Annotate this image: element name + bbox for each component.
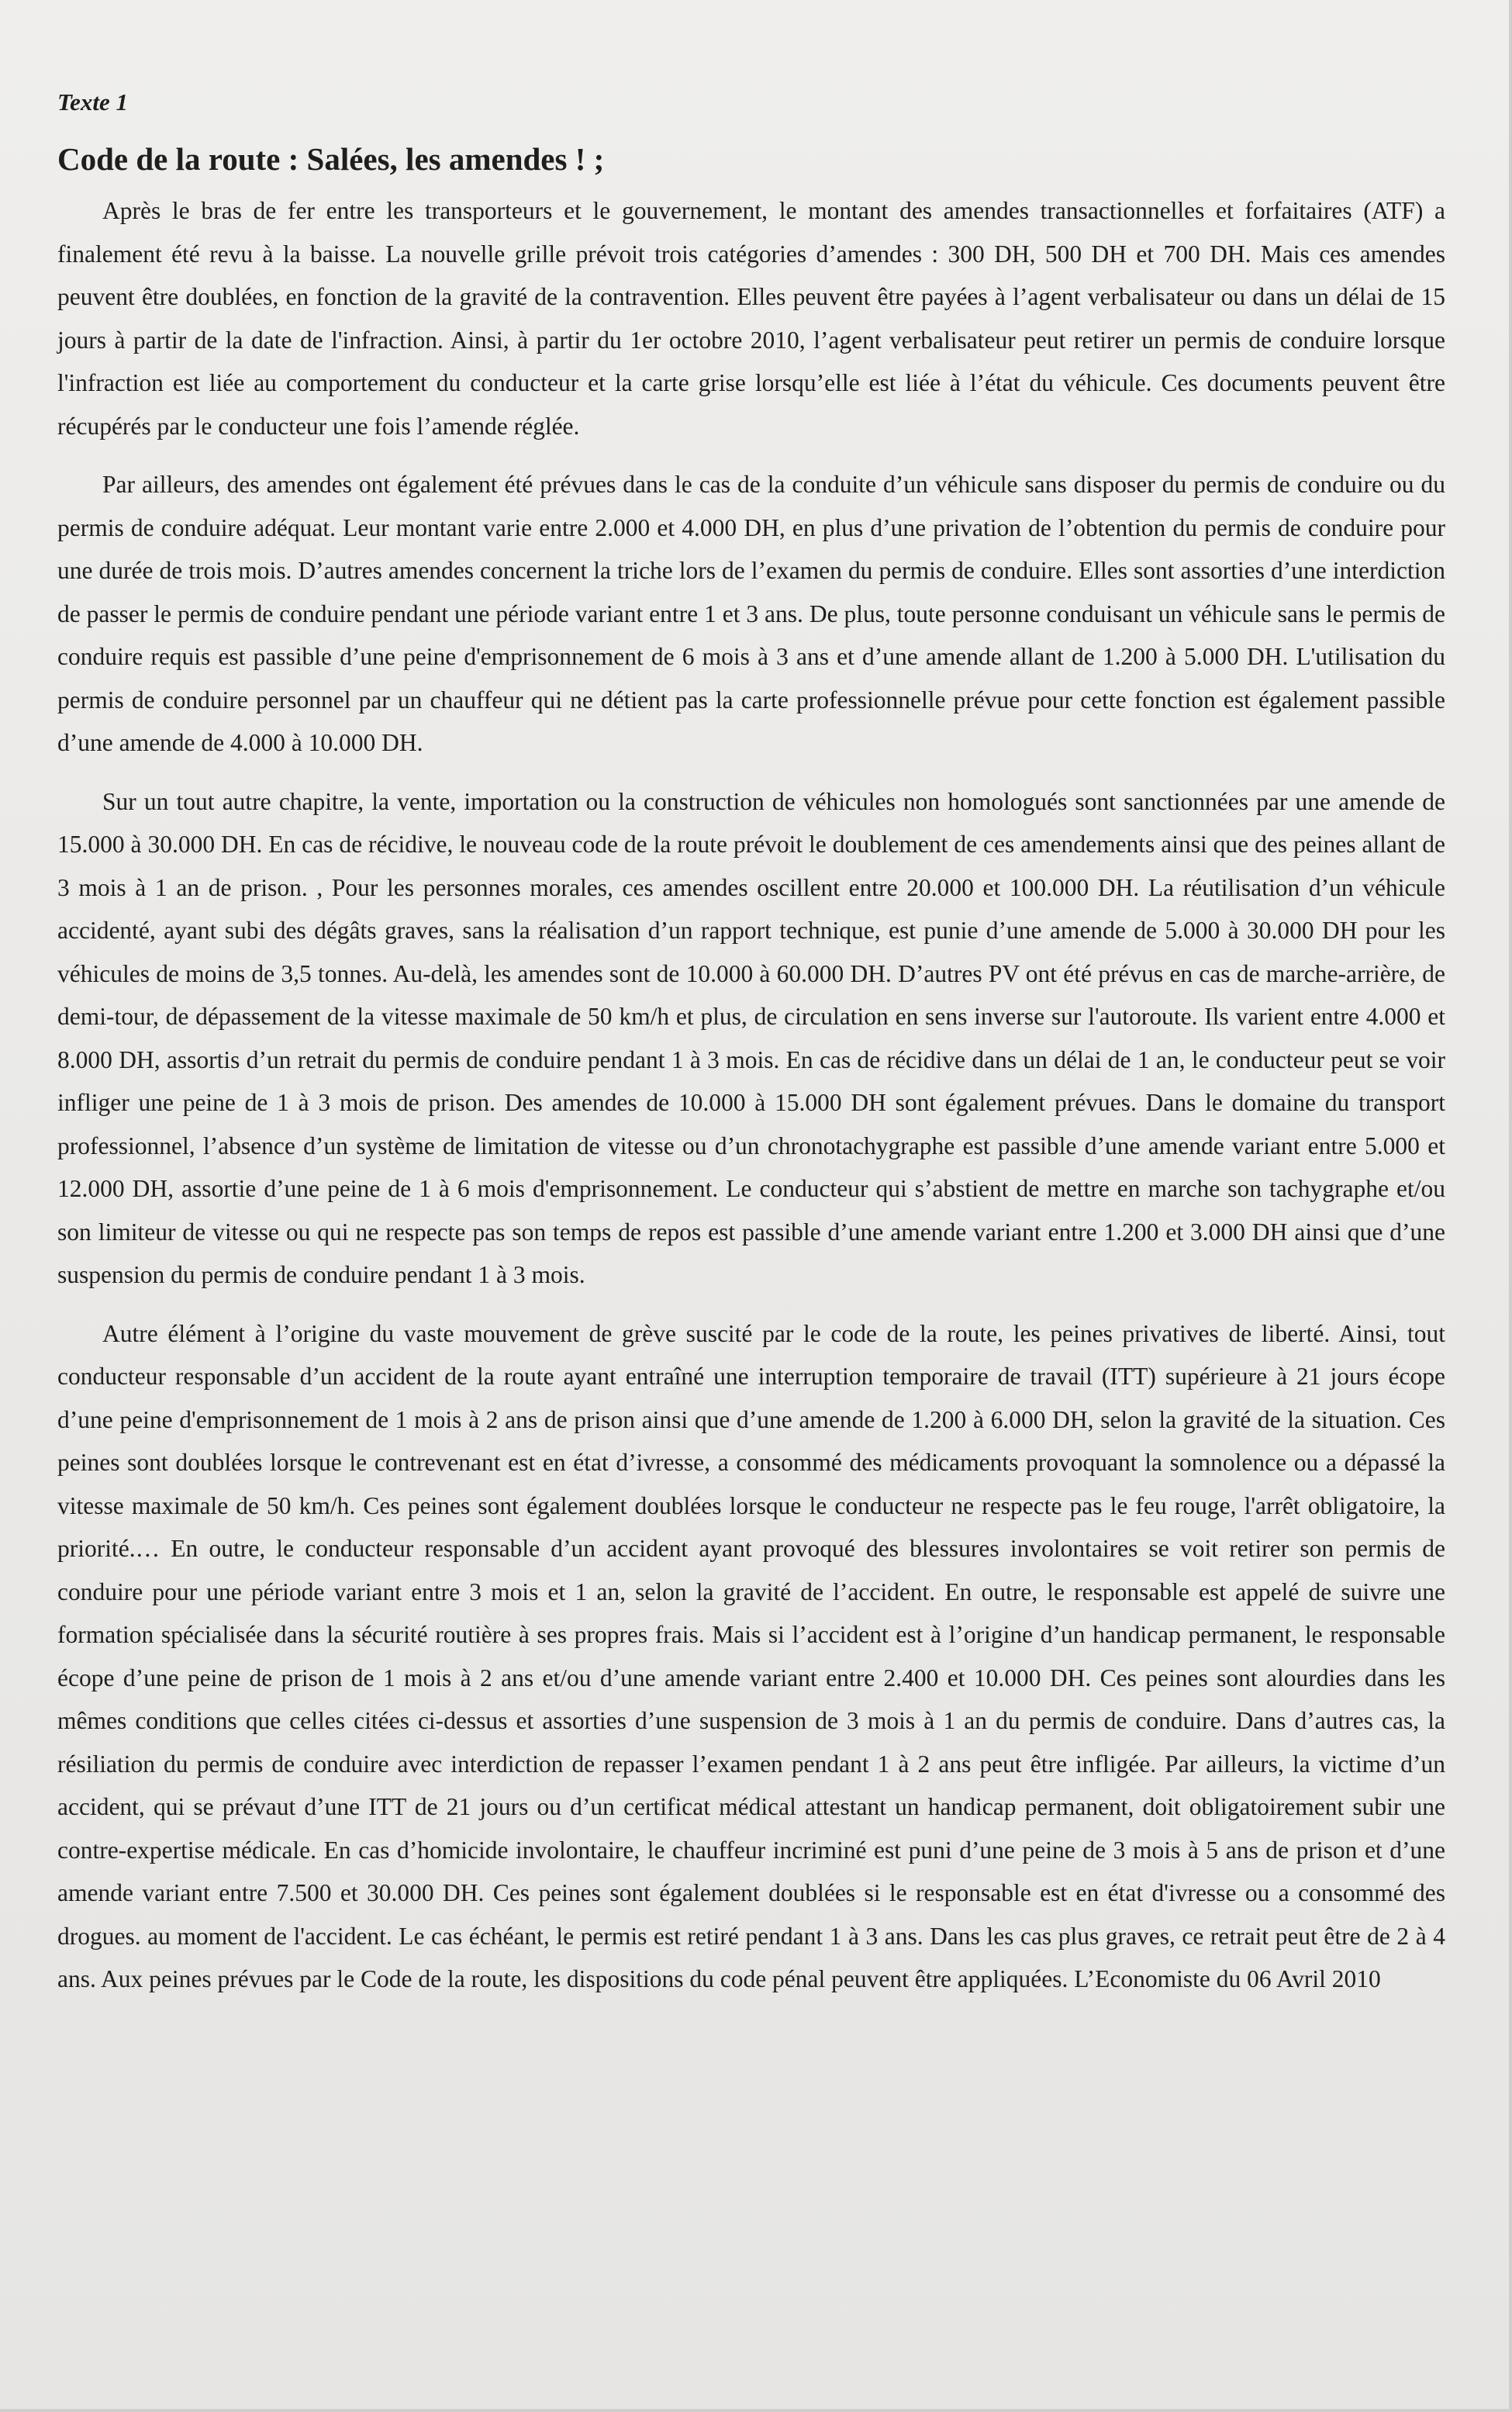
paragraph-2: Par ailleurs, des amendes ont également été prévues dans le cas de la conduite d’un véhicule sans disposer du permis de conduire ou du permis de conduire adéquat. Leur montant varie entre 2.000 et 4.000 DH, en plus d’une privation de l’obtention du permis de conduire pour une durée de trois mois. D’autres amendes concernent la triche lors de l’examen du permis de conduire. Elles sont assorties d’une interdiction de passer le permis de conduire pendant une période variant entre 1 et 3 ans. De plus, toute personne conduisant un véhicule sans le permis de conduire requis est passible d’une peine d'emprisonnement de 6 mois à 3 ans et d’une amende allant de 1.200 à 5.000 DH. L'utilisation du permis de conduire personnel par un chauffeur qui ne détient pas la carte professionnelle prévue pour cette fonction est également passible d’une amende de 4.000 à 10.000 DH.	[57, 471, 1445, 756]
paragraph-1: Après le bras de fer entre les transporteurs et le gouvernement, le montant des amendes transactionnelles et forfaitaires (ATF) a finalement été revu à la baisse. La nouvelle grille prévoit trois catégories d’amendes : 300 DH, 500 DH et 700 DH. Mais ces amendes peuvent être doublées, en fonction de la gravité de la contravention. Elles peuvent être payées à l’agent verbalisateur ou dans un délai de 15 jours à partir de la date de l'infraction. Ainsi, à partir du 1er octobre 2010, l’agent verbalisateur peut retirer un permis de conduire lorsque l'infraction est liée au comportement du conducteur et la carte grise lorsqu’elle est liée à l’état du véhicule. Ces documents peuvent être récupérés par le conducteur une fois l’amende réglée.	[57, 197, 1445, 440]
document-content	[57, 87, 1445, 2001]
article-headline: Code de la route : Salées, les amendes ! ;	[57, 141, 605, 177]
text-label: Texte 1	[57, 88, 128, 116]
paragraph-3: Sur un tout autre chapitre, la vente, importation ou la construction de véhicules non homologués sont sanctionnées par une amende de 15.000 à 30.000 DH. En cas de récidive, le nouveau code de la route prévoit le doublement de ces amendements ainsi que des peines allant de 3 mois à 1 an de prison. , Pour les personnes morales, ces amendes oscillent entre 20.000 et 100.000 DH. La réutilisation d’un véhicule accidenté, ayant subi des dégâts graves, sans la réalisation d’un rapport technique, est punie d’une amende de 5.000 à 30.000 DH pour les véhicules de moins de 3,5 tonnes. Au-delà, les amendes sont de 10.000 à 60.000 DH. D’autres PV ont été prévus en cas de marche-arrière, de demi-tour, de dépassement de la vitesse maximale de 50 km/h et plus, de circulation en sens inverse sur l'autoroute. Ils varient entre 4.000 et 8.000 DH, assortis d’un retrait du permis de conduire pendant 1 à 3 mois. En cas de récidive dans un délai de 1 an, le conducteur peut se voir infliger une peine de 1 à 3 mois de prison. Des amendes de 10.000 à 15.000 DH sont également prévues. Dans le domaine du transport professionnel, l’absence d’un système de limitation de vitesse ou d’un chronotachygraphe est passible d’une amende variant entre 5.000 et 12.000 DH, assortie d’une peine de 1 à 6 mois d'emprisonnement. Le conducteur qui s’abstient de mettre en marche son tachygraphe et/ou son limiteur de vitesse ou qui ne respecte pas son temps de repos est passible d’une amende variant entre 1.200 et 3.000 DH ainsi que d’une suspension du permis de conduire pendant 1 à 3 mois.	[57, 787, 1445, 1288]
paragraph-4: Autre élément à l’origine du vaste mouvement de grève suscité par le code de la route, les peines privatives de liberté. Ainsi, tout conducteur responsable d’un accident de la route ayant entraîné une interruption temporaire de travail (ITT) supérieure à 21 jours écope d’une peine d'emprisonnement de 1 mois à 2 ans de prison ainsi que d’une amende de 1.200 à 6.000 DH, selon la gravité de la situation. Ces peines sont doublées lorsque le contrevenant est en état d’ivresse, a consommé des médicaments provoquant la somnolence ou a dépassé la vitesse maximale de 50 km/h. Ces peines sont également doublées lorsque le conducteur ne respecte pas le feu rouge, l'arrêt obligatoire, la priorité.… En outre, le conducteur responsable d’un accident ayant provoqué des blessures involontaires se voit retirer son permis de conduire pour une période variant entre 3 mois et 1 an, selon la gravité de l’accident. En outre, le responsable est appelé de suivre une formation spécialisée dans la sécurité routière à ses propres frais. Mais si l’accident est à l’origine d’un handicap permanent, le responsable écope d’une peine de prison de 1 mois à 2 ans et/ou d’une amende variant entre 2.400 et 10.000 DH. Ces peines sont alourdies dans les mêmes conditions que celles citées ci-dessus et assorties d’une suspension de 3 mois à 1 an du permis de conduire. Dans d’autres cas, la résiliation du permis de conduire avec interdiction de repasser l’examen pendant 1 à 2 ans peut être infligée. Par ailleurs, la victime d’un accident, qui se prévaut d’une ITT de 21 jours ou d’un certificat médical attestant un handicap permanent, doit obligatoirement subir une contre-expertise médicale. En cas d’homicide involontaire, le chauffeur incriminé est puni d’une peine de 3 mois à 5 ans de prison et d’une amende variant entre 7.500 et 30.000 DH. Ces peines sont également doublées si le responsable est en état d'ivresse ou a consommé des drogues. au moment de l'accident. Le cas échéant, le permis est retiré pendant 1 à 3 ans. Dans les cas plus graves, ce retrait peut être de 2 à 4 ans. Aux peines prévues par le Code de la route, les dispositions du code pénal peuvent être appliquées. L’Economiste du 06 Avril 2010	[57, 1319, 1445, 1992]
